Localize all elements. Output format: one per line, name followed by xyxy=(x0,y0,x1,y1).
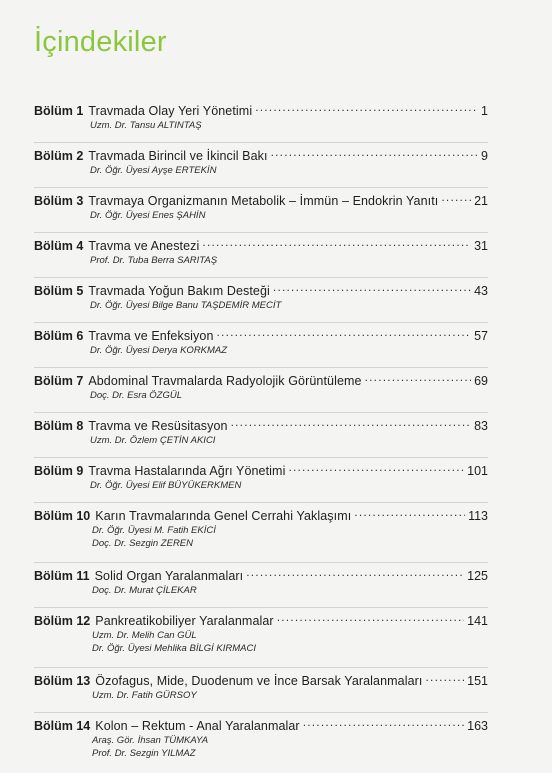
chapter-author: Dr. Öğr. Üyesi Elif BÜYÜKERKMEN xyxy=(90,480,242,491)
dot-leader xyxy=(202,236,471,250)
dot-leader xyxy=(426,671,465,685)
page-number: 163 xyxy=(467,719,488,733)
chapter-author: Dr. Öğr. Üyesi Mehlika BİLGİ KIRMACI xyxy=(92,643,256,654)
chapter-title: Travma ve Anestezi xyxy=(88,239,200,253)
chapter-label: Bölüm 13 xyxy=(34,674,91,688)
chapter-label: Bölüm 12 xyxy=(34,614,91,628)
page-number: 57 xyxy=(474,329,488,343)
chapter-title: Travmada Birincil ve İkincil Bakı xyxy=(88,149,268,163)
page-number: 141 xyxy=(467,614,488,628)
toc-entry-3[interactable] xyxy=(34,188,488,233)
dot-leader xyxy=(217,326,472,340)
toc-entry-2[interactable] xyxy=(34,143,488,188)
toc-entry-10[interactable] xyxy=(34,503,488,563)
chapter-label: Bölüm 14 xyxy=(34,719,91,733)
chapter-author: Doç. Dr. Sezgin ZEREN xyxy=(92,538,194,549)
chapter-author: Prof. Dr. Tuba Berra SARITAŞ xyxy=(90,255,218,266)
toc-entry-14[interactable] xyxy=(34,713,488,773)
toc-entry-11[interactable] xyxy=(34,563,488,608)
toc-entry-7[interactable] xyxy=(34,368,488,413)
chapter-title: Özofagus, Mide, Duodenum ve İnce Barsak Yaralanmaları xyxy=(95,674,423,688)
chapter-label: Bölüm 2 xyxy=(34,149,84,163)
page-title: İçindekiler xyxy=(34,26,167,58)
chapter-title: Travma Hastalarında Ağrı Yönetimi xyxy=(88,464,286,478)
chapter-title: Pankreatikobiliyer Yaralanmalar xyxy=(95,614,274,628)
dot-leader xyxy=(246,566,464,580)
dot-leader xyxy=(271,146,478,160)
page-number: 101 xyxy=(467,464,488,478)
chapter-title: Travmada Yoğun Bakım Desteği xyxy=(88,284,270,298)
page-number: 9 xyxy=(481,149,488,163)
toc-entry-6[interactable] xyxy=(34,323,488,368)
page-number: 43 xyxy=(474,284,488,298)
chapter-label: Bölüm 6 xyxy=(34,329,84,343)
chapter-author: Dr. Öğr. Üyesi Derya KORKMAZ xyxy=(90,345,228,356)
chapter-label: Bölüm 7 xyxy=(34,374,84,388)
chapter-author: Uzm. Dr. Fatih GÜRSOY xyxy=(92,690,197,701)
toc-entry-13[interactable] xyxy=(34,668,488,713)
page-number: 151 xyxy=(467,674,488,688)
chapter-label: Bölüm 1 xyxy=(34,104,84,118)
chapter-author: Prof. Dr. Sezgin YILMAZ xyxy=(92,748,196,759)
toc-entry-8[interactable] xyxy=(34,413,488,458)
chapter-author: Dr. Öğr. Üyesi Ayşe ERTEKİN xyxy=(90,165,217,176)
toc-entry-5[interactable] xyxy=(34,278,488,323)
chapter-author: Dr. Öğr. Üyesi M. Fatih EKİCİ xyxy=(92,525,216,536)
chapter-author: Doç. Dr. Murat ÇİLEKAR xyxy=(92,585,197,596)
dot-leader xyxy=(354,506,465,520)
chapter-author: Uzm. Dr. Özlem ÇETİN AKICI xyxy=(90,435,216,446)
dot-leader xyxy=(303,716,464,730)
dot-leader xyxy=(288,461,464,475)
chapter-title: Travmaya Organizmanın Metabolik – İmmün – Endokrin Yanıtı xyxy=(88,194,439,208)
dot-leader xyxy=(255,101,478,115)
chapter-author: Doç. Dr. Esra ÖZGÜL xyxy=(90,390,183,401)
dot-leader xyxy=(273,281,471,295)
chapter-label: Bölüm 9 xyxy=(34,464,84,478)
chapter-title: Abdominal Travmalarda Radyolojik Görüntüleme xyxy=(88,374,362,388)
chapter-author: Araş. Gör. İhsan TÜMKAYA xyxy=(92,735,209,746)
chapter-author: Dr. Öğr. Üyesi Enes ŞAHİN xyxy=(90,210,206,221)
chapter-label: Bölüm 10 xyxy=(34,509,91,523)
page-number: 113 xyxy=(468,509,488,523)
chapter-label: Bölüm 8 xyxy=(34,419,84,433)
dot-leader xyxy=(231,416,471,430)
dot-leader xyxy=(277,611,464,625)
chapter-title: Kolon – Rektum - Anal Yaralanmalar xyxy=(95,719,300,733)
page-number: 69 xyxy=(474,374,488,388)
chapter-label: Bölüm 4 xyxy=(34,239,84,253)
toc-entry-9[interactable] xyxy=(34,458,488,503)
page-number: 21 xyxy=(474,194,488,208)
dot-leader xyxy=(441,191,471,205)
page-number: 31 xyxy=(474,239,488,253)
chapter-title: Solid Organ Yaralanmaları xyxy=(94,569,244,583)
chapter-title: Travmada Olay Yeri Yönetimi xyxy=(88,104,253,118)
chapter-author: Uzm. Dr. Tansu ALTINTAŞ xyxy=(90,120,202,131)
chapter-title: Travma ve Resüsitasyon xyxy=(88,419,228,433)
chapter-author: Dr. Öğr. Üyesi Bilge Banu TAŞDEMİR MECİT xyxy=(90,300,282,311)
chapter-author: Uzm. Dr. Melih Can GÜL xyxy=(92,630,197,641)
chapter-title: Karın Travmalarında Genel Cerrahi Yaklaşımı xyxy=(95,509,352,523)
dot-leader xyxy=(365,371,472,385)
toc-entry-1[interactable] xyxy=(34,98,488,143)
table-of-contents xyxy=(34,98,488,773)
toc-entry-4[interactable] xyxy=(34,233,488,278)
page-number: 83 xyxy=(474,419,488,433)
page-number: 1 xyxy=(481,104,488,118)
toc-entry-12[interactable] xyxy=(34,608,488,668)
chapter-label: Bölüm 5 xyxy=(34,284,84,298)
page-number: 125 xyxy=(467,569,488,583)
chapter-label: Bölüm 3 xyxy=(34,194,84,208)
chapter-title: Travma ve Enfeksiyon xyxy=(88,329,214,343)
chapter-label: Bölüm 11 xyxy=(34,569,90,583)
